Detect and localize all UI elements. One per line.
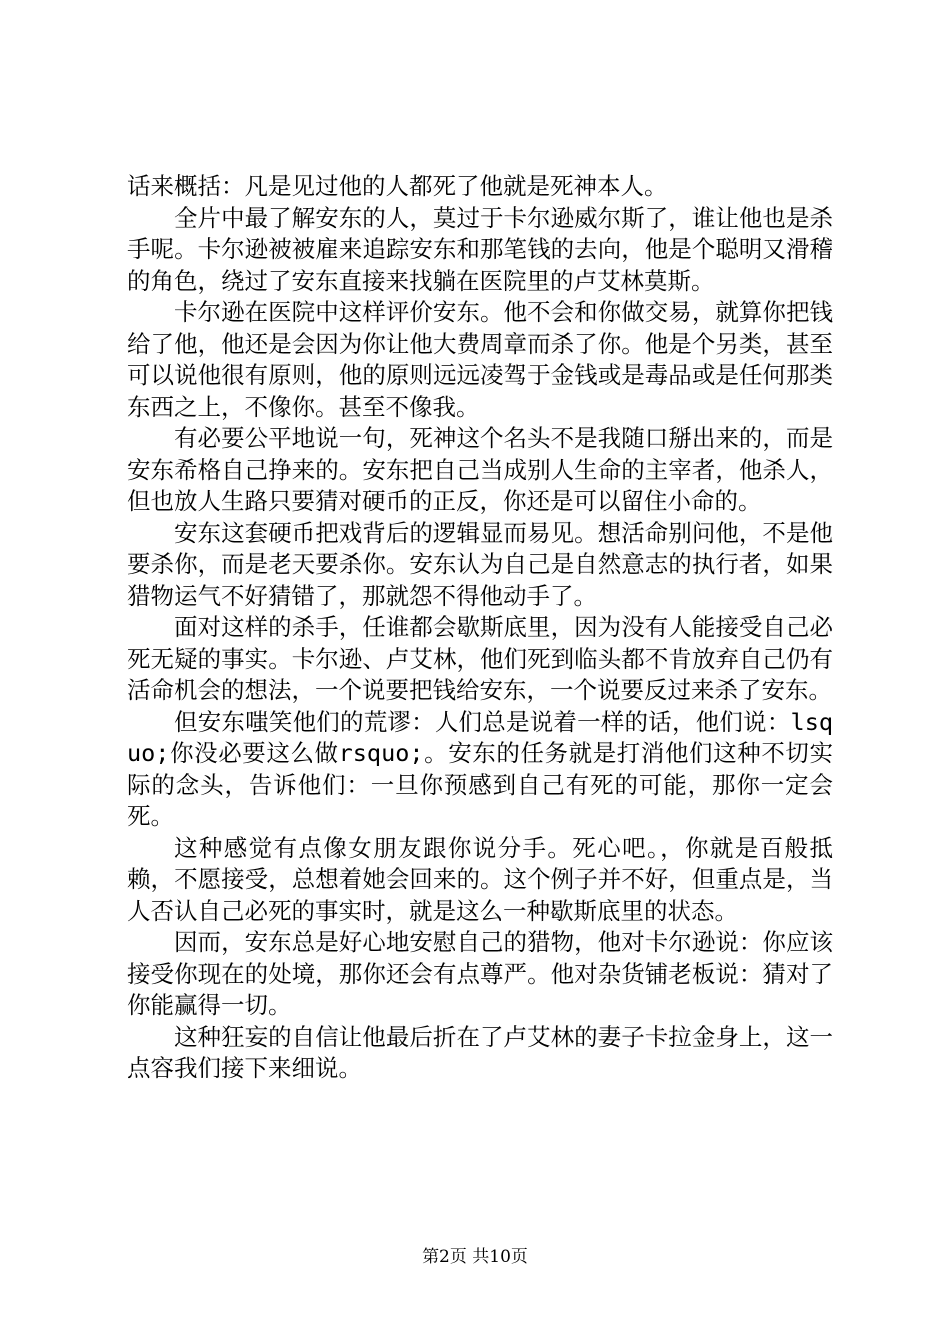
paragraph-6: 面对这样的杀手，任谁都会歇斯底里，因为没有人能接受自己必死无疑的事实。卡尔逊、卢艾林，他们死到临头都不肯放弃自己仍有活命机会的想法，一个说要把钱给安东，一个说要反过来杀了安东。 — [127, 613, 833, 704]
paragraph-8: 这种感觉有点像女朋友跟你说分手。死心吧。，你就是百般抵赖，不愿接受，总想着她会回来的。这个例子并不好，但重点是，当人否认自己必死的事实时，就是这么一种歇斯底里的状态。 — [127, 833, 833, 925]
page-footer: 第2页 共10页 — [422, 1247, 528, 1267]
paragraph-5: 安东这套硬币把戏背后的逻辑显而易见。想活命别问他，不是他要杀你，而是老天要杀你。安东认为自己是自然意志的执行者，如果猎物运气不好猜错了，那就怨不得他动手了。 — [127, 518, 833, 610]
paragraph-4: 有必要公平地说一句，死神这个名头不是我随口掰出来的，而是安东希格自己挣来的。安东把自己当成别人生命的主宰者，他杀人，但也放人生路只要猜对硬币的正反，你还是可以留住小命的。 — [127, 424, 833, 515]
paragraph-10: 这种狂妄的自信让他最后折在了卢艾林的妻子卡拉金身上，这一点容我们接下来细说。 — [127, 1022, 833, 1082]
paragraph-9: 因而，安东总是好心地安慰自己的猎物，他对卡尔逊说：你应该接受你现在的处境，那你还会有点尊严。他对杂货铺老板说：猜对了你能赢得一切。 — [127, 928, 833, 1019]
paragraph-3: 卡尔逊在医院中这样评价安东。他不会和你做交易，就算你把钱给了他，他还是会因为你让他大费周章而杀了你。他是个另类，甚至可以说他很有原则，他的原则远远凌驾于金钱或是毒品或是任何那类东西之上，不像你。甚至不像我。 — [127, 298, 833, 421]
document-body — [127, 171, 833, 1085]
paragraph-2: 全片中最了解安东的人，莫过于卡尔逊威尔斯了，谁让他也是杀手呢。卡尔逊被被雇来追踪安东和那笔钱的去向，他是个聪明又滑稽的角色，绕过了安东直接来找躺在医院里的卢艾林莫斯。 — [127, 203, 833, 295]
paragraph-7: 但安东嗤笑他们的荒谬：人们总是说着一样的话，他们说：lsquo;你没必要这么做rsquo;。安东的任务就是打消他们这种不切实际的念头，告诉他们：一旦你预感到自己有死的可能，那你一定会死。 — [127, 707, 833, 830]
paragraph-1: 话来概括：凡是见过他的人都死了他就是死神本人。 — [127, 172, 668, 200]
